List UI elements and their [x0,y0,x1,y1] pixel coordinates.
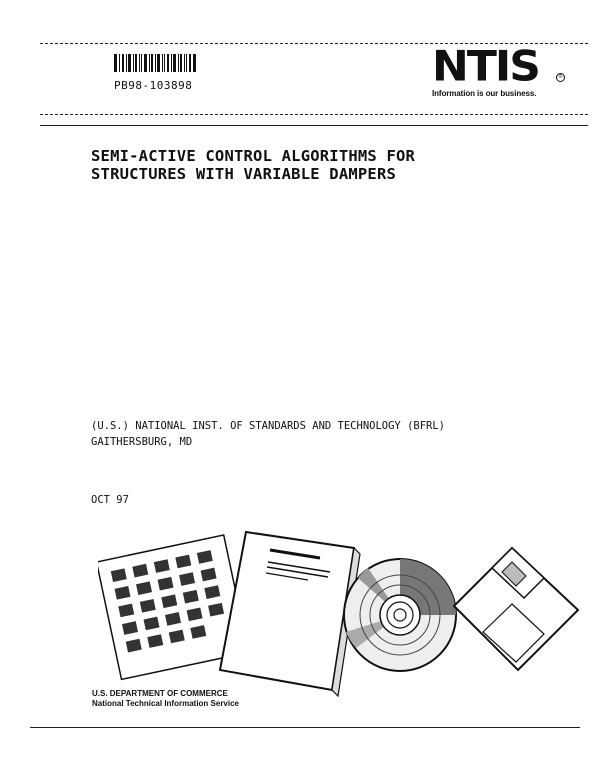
barcode-icon [114,54,196,72]
title-line-2: STRUCTURES WITH VARIABLE DAMPERS [91,165,397,183]
performing-organization [91,418,445,450]
logo-wordmark: NTIS [432,42,539,91]
agency-line-1: (U.S.) NATIONAL INST. OF STANDARDS AND TECHNOLOGY (BFRL) [91,420,446,432]
issuing-department [92,689,239,709]
accession-number: PB98-103898 [114,79,193,92]
agency-line-2: GAITHERSBURG, MD [91,436,193,448]
book-icon [220,532,360,696]
logo-tagline: Information is our business. [432,89,537,98]
floppy-disk-icon [454,548,578,670]
media-illustration [98,520,588,700]
header-divider-lower [40,125,588,126]
cd-icon [344,559,456,671]
bottom-divider [30,727,580,728]
report-date: OCT 97 [91,494,129,506]
report-title [91,147,415,183]
department-name: U.S. DEPARTMENT OF COMMERCE [92,689,228,698]
registered-mark: ® [556,73,565,82]
header-divider-upper [40,114,588,115]
title-line-1: SEMI-ACTIVE CONTROL ALGORITHMS FOR [91,147,416,165]
service-name: National Technical Information Service [92,699,239,708]
